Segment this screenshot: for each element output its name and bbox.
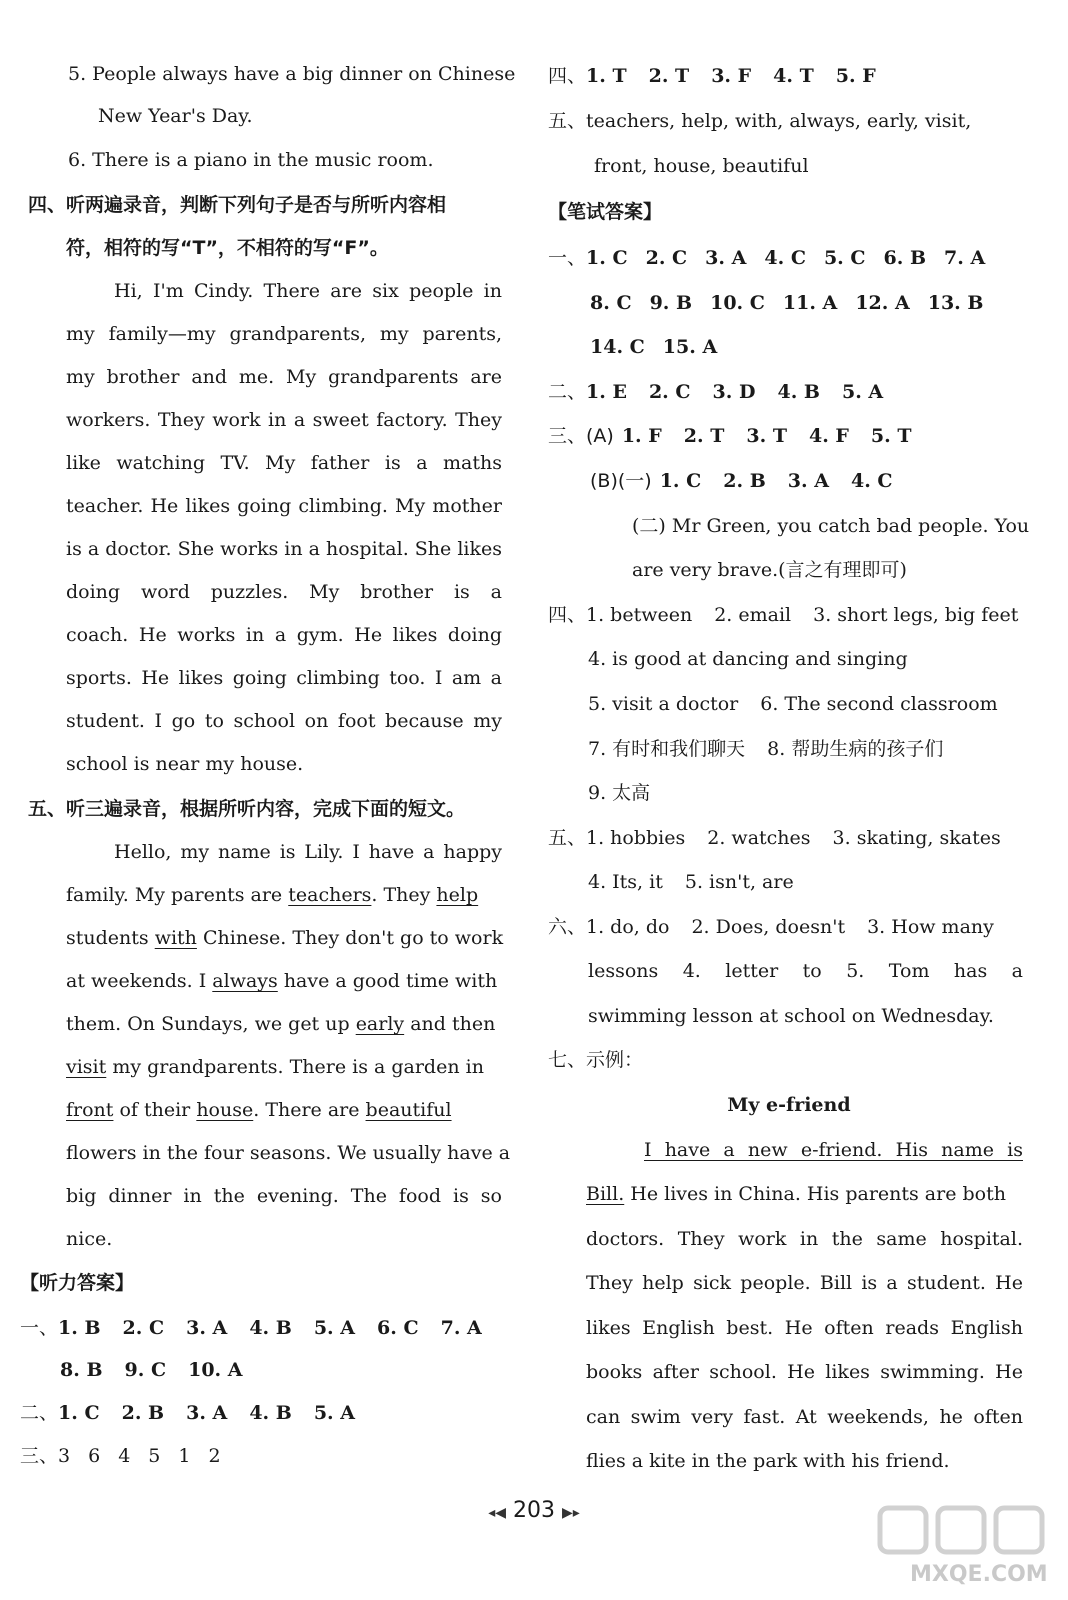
written-answers-4-cont3: 7. 有时和我们聊天 8. 帮助生病的孩子们 — [588, 738, 944, 760]
section-4-instruction: 四、听两遍录音，判断下列句子是否与所听内容相 — [28, 194, 447, 216]
essay-line: They help sick people. Bill is a student. He — [586, 1272, 1023, 1294]
passage-line: big dinner in the evening. The food is so — [66, 1185, 502, 1207]
written-answers-3c-cont: are very brave.(言之有理即可) — [632, 559, 907, 581]
essay-line: can swim very fast. At weekends, he often — [586, 1406, 1023, 1428]
passage-line: is a doctor. She works in a hospital. She likes — [66, 538, 502, 560]
written-answers-7-label: 七、示例： — [548, 1049, 644, 1071]
written-answers-6: 六、1. do, do 2. Does, doesn't 3. How many — [548, 916, 994, 938]
written-answers-3b: (B)(一) 1. C 2. B 3. A 4. C — [590, 470, 893, 492]
essay-title: My e-friend — [727, 1094, 851, 1116]
passage-line: front of their house. There are beautiful — [66, 1099, 452, 1121]
written-answers-4-cont: 4. is good at dancing and singing — [588, 648, 908, 670]
watermark-text: MXQE.COM — [910, 1562, 1048, 1587]
filled-blank: teachers — [288, 884, 372, 906]
page-prev-arrows: ◂◀ — [488, 1505, 506, 1521]
passage-line: like watching TV. My father is a maths — [66, 452, 502, 474]
answers-section-4: 四、1. T 2. T 3. F 4. T 5. F — [548, 65, 876, 87]
written-answers-6-cont: lessons 4. letter to 5. Tom has a — [588, 960, 1024, 982]
filled-blank: early — [355, 1013, 405, 1035]
written-answers-1: 一、1. C 2. C 3. A 4. C 5. C 6. B 7. A — [548, 247, 986, 269]
listening-answers-heading: 【听力答案】 — [20, 1272, 135, 1294]
written-answers-4: 四、1. between 2. email 3. short legs, big feet — [548, 604, 1019, 626]
listening-answers-3: 三、3 6 4 5 1 2 — [20, 1445, 221, 1467]
watermark-logo — [870, 1500, 1060, 1595]
passage-line: coach. He works in a gym. He likes doing — [66, 624, 502, 646]
answers-section-5: 五、teachers, help, with, always, early, visit, — [548, 110, 972, 132]
written-answers-5: 五、1. hobbies 2. watches 3. skating, skates — [548, 827, 1001, 849]
passage-line: my family—my grandparents, my parents, — [66, 323, 502, 345]
written-answers-6-cont2: swimming lesson at school on Wednesday. — [588, 1005, 994, 1027]
essay-line: flies a kite in the park with his friend. — [586, 1450, 950, 1472]
page-number-value: 203 — [513, 1498, 555, 1523]
answers-section-5-cont: front, house, beautiful — [594, 155, 809, 177]
written-answers-2: 二、1. E 2. C 3. D 4. B 5. A — [548, 381, 884, 403]
watermark-logo-icon — [870, 1500, 1060, 1560]
page-next-arrows: ▶▸ — [562, 1505, 580, 1521]
listening-item-5: 5. People always have a big dinner on Chinese — [68, 63, 516, 85]
written-answers-5-cont: 4. Its, it 5. isn't, are — [588, 871, 794, 893]
section-5-instruction: 五、听三遍录音，根据所听内容，完成下面的短文。 — [28, 798, 466, 820]
passage-line: school is near my house. — [66, 753, 304, 775]
essay-line: books after school. He likes swimming. He — [586, 1361, 1023, 1383]
written-answers-1-cont2: 14. C 15. A — [590, 336, 718, 358]
filled-blank: visit — [66, 1056, 107, 1078]
passage-line: student. I go to school on foot because my — [66, 710, 502, 732]
listening-answers-1: 一、1. B 2. C 3. A 4. B 5. A 6. C 7. A — [20, 1317, 482, 1339]
filled-blank: with — [154, 927, 197, 949]
passage-line: my brother and me. My grandparents are — [66, 366, 502, 388]
listening-answers-1-cont: 8. B 9. C 10. A — [60, 1359, 243, 1381]
written-answers-heading: 【笔试答案】 — [548, 201, 663, 223]
passage-line: workers. They work in a sweet factory. They — [66, 409, 502, 431]
written-answers-4-cont2: 5. visit a doctor 6. The second classroom — [588, 693, 998, 715]
passage-line: Hi, I'm Cindy. There are six people in — [114, 280, 502, 302]
essay-line: Bill. He lives in China. His parents are both — [586, 1183, 1006, 1205]
essay-line: likes English best. He often reads English — [586, 1317, 1023, 1339]
listening-item-6: 6. There is a piano in the music room. — [68, 149, 434, 171]
filled-blank: always — [212, 970, 278, 992]
listening-answers-2: 二、1. C 2. B 3. A 4. B 5. A — [20, 1402, 356, 1424]
passage-line: doing word puzzles. My brother is a — [66, 581, 502, 603]
passage-line: them. On Sundays, we get up early and then — [66, 1013, 496, 1035]
filled-blank: beautiful — [365, 1099, 452, 1121]
passage-line: flowers in the four seasons. We usually have a — [66, 1142, 511, 1164]
passage-line: at weekends. I always have a good time with — [66, 970, 498, 992]
filled-blank: house — [196, 1099, 254, 1121]
written-answers-3c: (二) Mr Green, you catch bad people. You — [632, 515, 1030, 537]
section-4-instruction-cont: 符，相符的写“T”，不相符的写“F”。 — [66, 237, 389, 259]
filled-blank: help — [436, 884, 479, 906]
passage-line: nice. — [66, 1228, 113, 1250]
passage-line: sports. He likes going climbing too. I am a — [66, 667, 502, 689]
passage-line: visit my grandparents. There is a garden in — [66, 1056, 484, 1078]
essay-line: I have a new e-friend. His name is — [644, 1139, 1023, 1161]
passage-line: Hello, my name is Lily. I have a happy — [114, 841, 502, 863]
essay-line: doctors. They work in the same hospital. — [586, 1228, 1023, 1250]
filled-blank: front — [66, 1099, 114, 1121]
written-answers-3a: 三、(A) 1. F 2. T 3. T 4. F 5. T — [548, 425, 912, 447]
passage-line: family. My parents are teachers. They help — [66, 884, 479, 906]
passage-line: teacher. He likes going climbing. My mother — [66, 495, 502, 517]
written-answers-1-cont: 8. C 9. B 10. C 11. A 12. A 13. B — [590, 292, 984, 314]
passage-line: students with Chinese. They don't go to work — [66, 927, 504, 949]
written-answers-4-cont4: 9. 太高 — [588, 782, 651, 804]
listening-item-5-cont: New Year's Day. — [98, 105, 253, 127]
